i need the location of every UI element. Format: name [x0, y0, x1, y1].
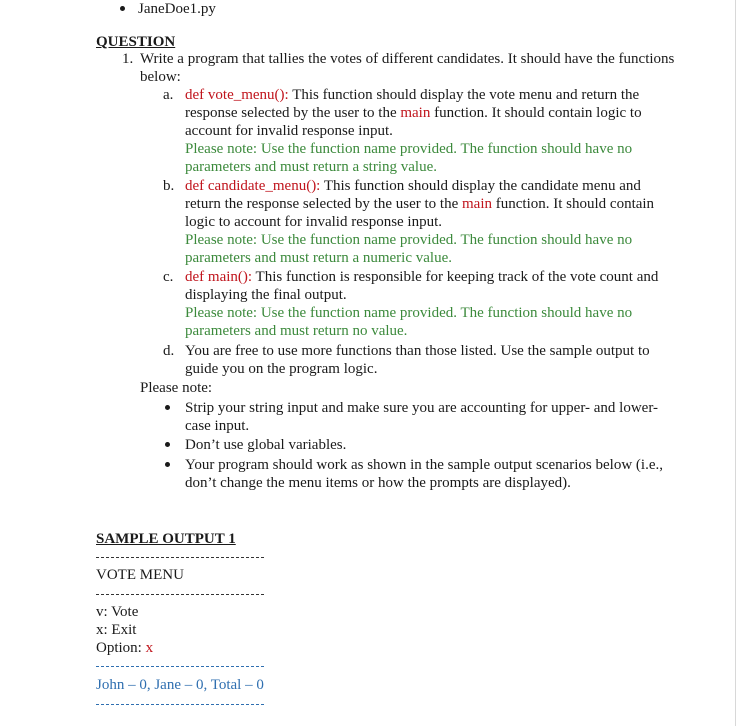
item-c-line2: displaying the final output. — [185, 287, 347, 303]
bullet-icon — [165, 462, 170, 467]
item-c-line1-rest: This function is responsible for keeping track of the vote count and — [252, 269, 659, 285]
item-b-line3: logic to account for invalid response input. — [185, 214, 443, 230]
bullet-icon — [165, 405, 170, 410]
item-b-line2 — [185, 195, 654, 213]
divider — [96, 557, 264, 558]
divider — [96, 594, 264, 595]
item-b-line2-pre: return the response selected by the user to the — [185, 196, 462, 212]
item-b-line1 — [185, 177, 641, 195]
item-c-function: def main(): — [185, 269, 253, 285]
item-b-main-ref: main — [462, 196, 492, 212]
item-d-line1: You are free to use more functions than those listed. Use the sample output to — [185, 343, 650, 359]
item-d-line2: guide you on the program logic. — [185, 361, 378, 377]
item-b-marker: b. — [163, 178, 175, 194]
note-1-line1: Strip your string input and make sure you are accounting for upper- and lower- — [185, 400, 659, 416]
divider — [96, 704, 264, 705]
option-input-value: x — [145, 640, 154, 656]
bullet-icon — [120, 6, 125, 11]
question-number: 1. — [122, 51, 134, 67]
menu-option-vote: v: Vote — [96, 604, 139, 620]
item-c-marker: c. — [163, 269, 174, 285]
option-prompt — [96, 639, 153, 657]
filename-item: JaneDoe1.py — [138, 1, 216, 17]
vote-tally: John – 0, Jane – 0, Total – 0 — [96, 677, 264, 693]
note-3-line1: Your program should work as shown in the sample output scenarios below (i.e., — [185, 457, 663, 473]
item-c-line1 — [185, 268, 658, 286]
item-a-line2-post: function. It should contain logic to — [430, 105, 642, 121]
bullet-icon — [165, 442, 170, 447]
item-a-function: def vote_menu(): — [185, 87, 289, 103]
sample-output-heading: SAMPLE OUTPUT 1 — [96, 531, 236, 547]
item-c-note-line1: Please note: Use the function name provided. The function should have no — [185, 305, 633, 321]
item-a-line2 — [185, 104, 642, 122]
item-a-line2-pre: response selected by the user to the — [185, 105, 401, 121]
item-a-line3: account for invalid response input. — [185, 123, 393, 139]
question-heading: QUESTION — [96, 34, 176, 50]
please-note-label: Please note: — [140, 380, 213, 396]
item-b-note-line2: parameters and must return a numeric value. — [185, 250, 452, 266]
note-2: Don’t use global variables. — [185, 437, 347, 453]
item-b-function: def candidate_menu(): — [185, 178, 321, 194]
item-b-line1-rest: This function should display the candidate menu and — [320, 178, 641, 194]
option-label: Option: — [96, 640, 146, 656]
menu-option-exit: x: Exit — [96, 622, 137, 638]
item-a-note-line1: Please note: Use the function name provided. The function should have no — [185, 141, 633, 157]
item-a-note-line2: parameters and must return a string value. — [185, 159, 437, 175]
item-d-marker: d. — [163, 343, 175, 359]
item-b-note-line1: Please note: Use the function name provided. The function should have no — [185, 232, 633, 248]
item-a-marker: a. — [163, 87, 174, 103]
note-3-line2: don’t change the menu items or how the prompts are displayed). — [185, 475, 571, 491]
item-c-note-line2: parameters and must return no value. — [185, 323, 408, 339]
item-a-main-ref: main — [400, 105, 431, 121]
question-text-line1: Write a program that tallies the votes of different candidates. It should have the functions — [140, 51, 675, 67]
divider — [96, 666, 264, 667]
item-a-line1-rest: This function should display the vote menu and return the — [288, 87, 640, 103]
item-b-line2-post: function. It should contain — [492, 196, 655, 212]
question-text-line2: below: — [140, 69, 181, 85]
vote-menu-title: VOTE MENU — [96, 567, 184, 583]
note-1-line2: case input. — [185, 418, 250, 434]
item-a-line1 — [185, 86, 639, 104]
